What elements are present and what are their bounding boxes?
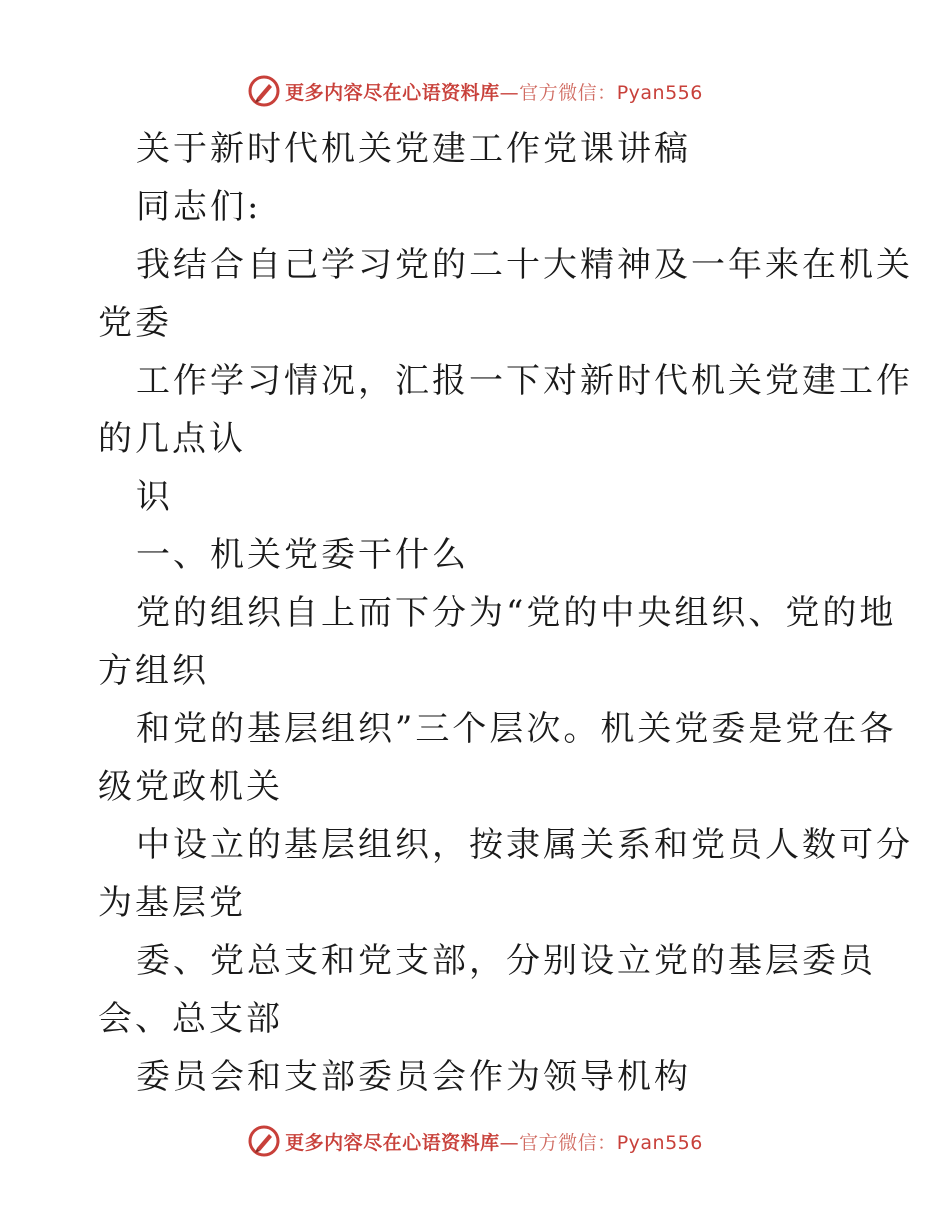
body-line: 党委 <box>98 303 172 343</box>
body-line: 方组织 <box>98 651 209 691</box>
watermark-separator: — <box>499 81 520 104</box>
watermark-separator: — <box>499 1131 520 1154</box>
document-body <box>98 120 913 1106</box>
watermark-text <box>285 1128 703 1155</box>
body-line: 和党的基层组织”三个层次。机关党委是党在各 <box>136 709 897 749</box>
body-line: 工作学习情况，汇报一下对新时代机关党建工作 <box>136 361 913 401</box>
body-line: 中设立的基层组织，按隶属关系和党员人数可分 <box>136 825 913 865</box>
watermark-wechat-id: Pyan556 <box>616 1131 703 1154</box>
watermark-text <box>285 78 703 105</box>
body-line: 委、党总支和党支部，分别设立党的基层委员 <box>136 941 876 981</box>
salutation-line: 同志们: <box>136 187 262 227</box>
pen-logo-icon <box>247 74 281 108</box>
body-line: 我结合自己学习党的二十大精神及一年来在机关 <box>136 245 913 285</box>
watermark-wechat-label: 官方微信： <box>519 81 617 104</box>
body-line: 级党政机关 <box>98 767 283 807</box>
body-line: 识 <box>136 477 173 517</box>
watermark-wechat-label: 官方微信： <box>519 1131 617 1154</box>
body-line: 委员会和支部委员会作为领导机构 <box>136 1057 691 1097</box>
watermark-footer <box>0 1121 950 1161</box>
body-line: 为基层党 <box>98 883 246 923</box>
watermark-main: 更多内容尽在心语资料库 <box>285 81 500 104</box>
body-line: 会、总支部 <box>98 999 283 1039</box>
watermark-wechat-id: Pyan556 <box>616 81 703 104</box>
body-line: 党的组织自上而下分为“党的中央组织、党的地 <box>136 593 897 633</box>
title-line: 关于新时代机关党建工作党课讲稿 <box>136 129 691 169</box>
section-heading: 一、机关党委干什么 <box>136 535 469 575</box>
body-line: 的几点认 <box>98 419 246 459</box>
watermark-header <box>0 71 950 111</box>
pen-logo-icon <box>247 1124 281 1158</box>
watermark-main: 更多内容尽在心语资料库 <box>285 1131 500 1154</box>
